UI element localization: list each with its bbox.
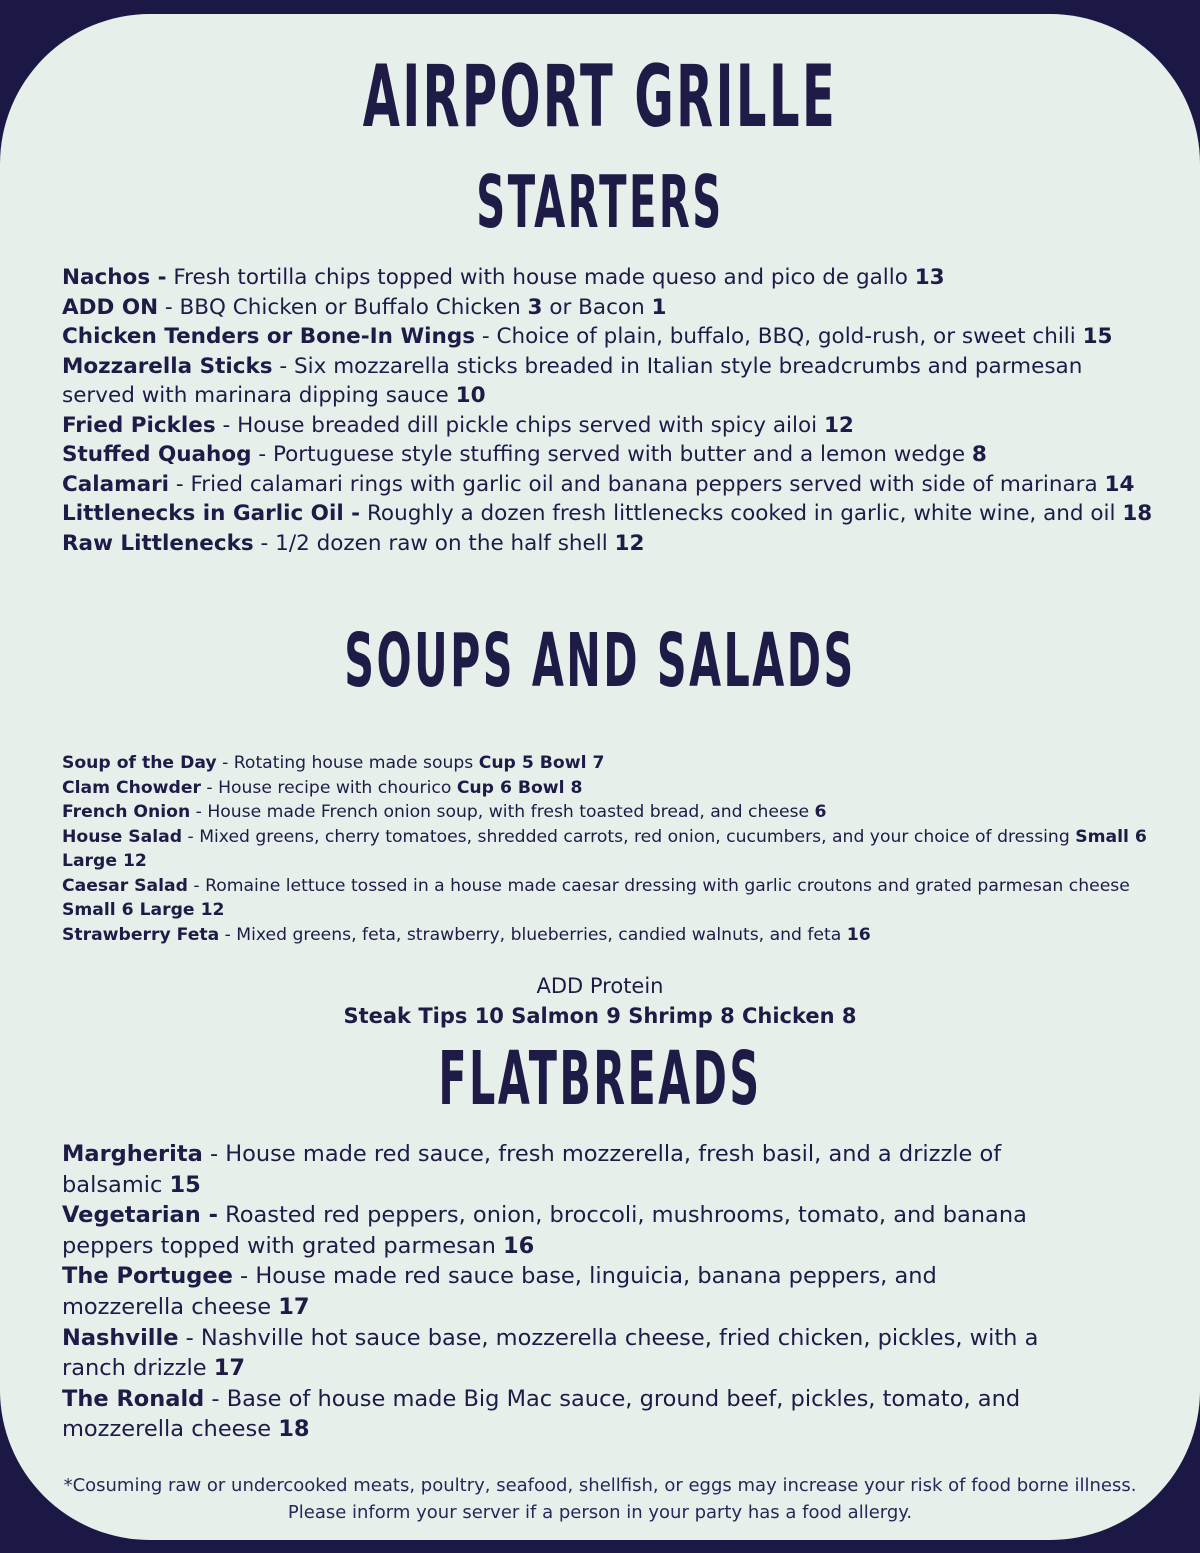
item-description: - 1/2 dozen raw on the half shell	[253, 530, 615, 556]
menu-item-littlenecks-garlic	[62, 499, 1157, 529]
item-price: 10	[455, 383, 486, 408]
item-description: Fresh tortilla chips topped with house made queso and pico de gallo	[166, 265, 915, 290]
item-name: Fried Pickles	[62, 412, 216, 438]
item-name: Nashville	[62, 1324, 179, 1351]
item-description: - Six mozzarella sticks breaded in Italian style breadcrumbs and parmesan served with marinara dipping sauce	[62, 353, 1083, 408]
item-name: House Salad	[62, 826, 183, 847]
item-name: Caesar Salad	[62, 875, 188, 896]
menu-item-fried-pickles	[62, 411, 1157, 441]
item-description: - Base of house made Big Mac sauce, ground beef, pickles, tomato, and mozzerella cheese	[62, 1385, 1021, 1443]
add-protein-options: Steak Tips 10 Salmon 9 Shrimp 8 Chicken 8	[343, 1004, 857, 1028]
item-description: - Mixed greens, cherry tomatoes, shredded carrots, red onion, cucumbers, and your choice of dressing	[182, 826, 1076, 847]
item-description: - House recipe with chourico	[200, 777, 457, 798]
item-name: Nachos -	[62, 265, 167, 290]
menu-item-margherita	[62, 1139, 1062, 1200]
menu-item-clam-chowder	[62, 776, 1157, 801]
item-name: ADD ON	[62, 294, 159, 320]
item-price: 17	[213, 1355, 246, 1382]
item-name: The Ronald	[62, 1385, 205, 1412]
item-name: Clam Chowder	[62, 777, 201, 798]
allergy-disclaimer: *Cosuming raw or undercooked meats, poultry, seafood, shellfish, or eggs may increase your risk of food borne illness. Please inform your server if a person in your party has a food allergy.	[63, 1475, 1137, 1523]
starters-heading: STARTERS	[476, 160, 724, 244]
flatbreads-heading: FLATBREADS	[438, 1036, 762, 1122]
item-price: 17	[278, 1293, 310, 1320]
item-description: - BBQ Chicken or Buffalo Chicken	[158, 294, 528, 320]
item-price: 8	[971, 442, 987, 467]
item-price: Small 6 Large 12	[62, 826, 1147, 871]
menu-item-nachos	[62, 263, 1157, 293]
item-name: Strawberry Feta	[62, 924, 220, 945]
item-price: 18	[1122, 501, 1153, 526]
item-name: Soup of the Day	[62, 753, 217, 773]
item-description: - Portuguese style stuffing served with butter and a lemon wedge	[251, 442, 972, 467]
item-name: Littlenecks in Garlic Oil -	[62, 501, 361, 526]
item-description: - House made French onion soup, with fresh toasted bread, and cheese	[190, 802, 815, 822]
starters-list	[62, 263, 1157, 558]
item-price: 16	[503, 1232, 535, 1259]
menu-card	[0, 14, 1200, 1540]
item-price: Cup 6 Bowl 8	[456, 777, 583, 798]
item-name: Stuffed Quahog	[62, 442, 252, 467]
menu-item-vegetarian	[62, 1200, 1062, 1261]
item-description: - Fried calamari rings with garlic oil and banana peppers served with side of marinara	[169, 471, 1105, 497]
add-protein-title: ADD Protein	[536, 974, 664, 998]
menu-item-soup-of-day	[62, 751, 1157, 776]
item-price: 12	[823, 412, 854, 438]
soups-salads-list	[62, 751, 1157, 947]
item-price: 12	[614, 530, 645, 556]
menu-item-calamari	[62, 470, 1157, 500]
menu-item-house-salad	[62, 825, 1157, 874]
item-price: 15	[1082, 324, 1113, 349]
item-name: Vegetarian -	[62, 1202, 218, 1229]
item-price: 6	[814, 802, 827, 822]
item-name: Raw Littlenecks	[62, 530, 254, 556]
item-price: 15	[169, 1171, 201, 1198]
item-price: 14	[1104, 471, 1135, 497]
restaurant-title: AIRPORT GRILLE	[362, 47, 838, 147]
menu-item-nashville	[62, 1323, 1062, 1384]
item-name: Mozzarella Sticks	[62, 353, 273, 379]
item-name: French Onion	[62, 802, 191, 822]
item-description-extra: or Bacon	[542, 294, 652, 320]
menu-item-raw-littlenecks	[62, 529, 1157, 559]
menu-item-stuffed-quahog	[62, 440, 1157, 470]
item-name: The Portugee	[62, 1263, 233, 1290]
item-description: - House breaded dill pickle chips served with spicy ailoi	[215, 412, 824, 438]
menu-item-french-onion	[62, 800, 1157, 825]
menu-item-caesar-salad	[62, 874, 1157, 923]
item-description: - House made red sauce base, linguicia, banana peppers, and mozzerella cheese	[62, 1263, 937, 1320]
menu-item-strawberry-feta	[62, 923, 1157, 948]
menu-item-add-on	[62, 293, 1157, 323]
item-description: Roasted red peppers, onion, broccoli, mushrooms, tomato, and banana peppers topped with grated parmesan	[62, 1202, 1027, 1259]
item-description: - Romaine lettuce tossed in a house made caesar dressing with garlic croutons and grated parmesan cheese	[187, 875, 1130, 896]
item-price: Cup 5 Bowl 7	[478, 753, 605, 773]
item-description: - House made red sauce, fresh mozzerella, fresh basil, and a drizzle of balsamic	[62, 1141, 1002, 1198]
item-price: 18	[278, 1416, 310, 1443]
item-description: Roughly a dozen fresh littlenecks cooked in garlic, white wine, and oil	[360, 501, 1123, 526]
item-price-extra: 1	[651, 294, 667, 320]
item-price: 3	[527, 294, 543, 320]
item-name: Chicken Tenders or Bone-In Wings	[62, 324, 476, 349]
soups-salads-heading: SOUPS AND SALADS	[344, 618, 856, 704]
menu-item-portugee	[62, 1261, 1062, 1322]
item-price: Small 6 Large 12	[62, 900, 225, 920]
item-name: Margherita	[62, 1141, 203, 1167]
item-price: 13	[914, 265, 945, 290]
item-name: Calamari	[62, 471, 170, 497]
menu-item-mozzarella-sticks	[62, 352, 1157, 411]
flatbreads-list	[62, 1139, 1062, 1445]
menu-item-chicken-tenders	[62, 322, 1157, 352]
item-description: - Rotating house made soups	[216, 753, 479, 773]
item-description: - Nashville hot sauce base, mozzerella cheese, fried chicken, pickles, with a ranch drizzle	[62, 1324, 1039, 1382]
item-description: - Choice of plain, buffalo, BBQ, gold-rush, or sweet chili	[475, 324, 1083, 349]
item-price: 16	[846, 924, 871, 945]
menu-item-ronald	[62, 1384, 1062, 1445]
item-description: - Mixed greens, feta, strawberry, blueberries, candied walnuts, and feta	[219, 924, 847, 945]
